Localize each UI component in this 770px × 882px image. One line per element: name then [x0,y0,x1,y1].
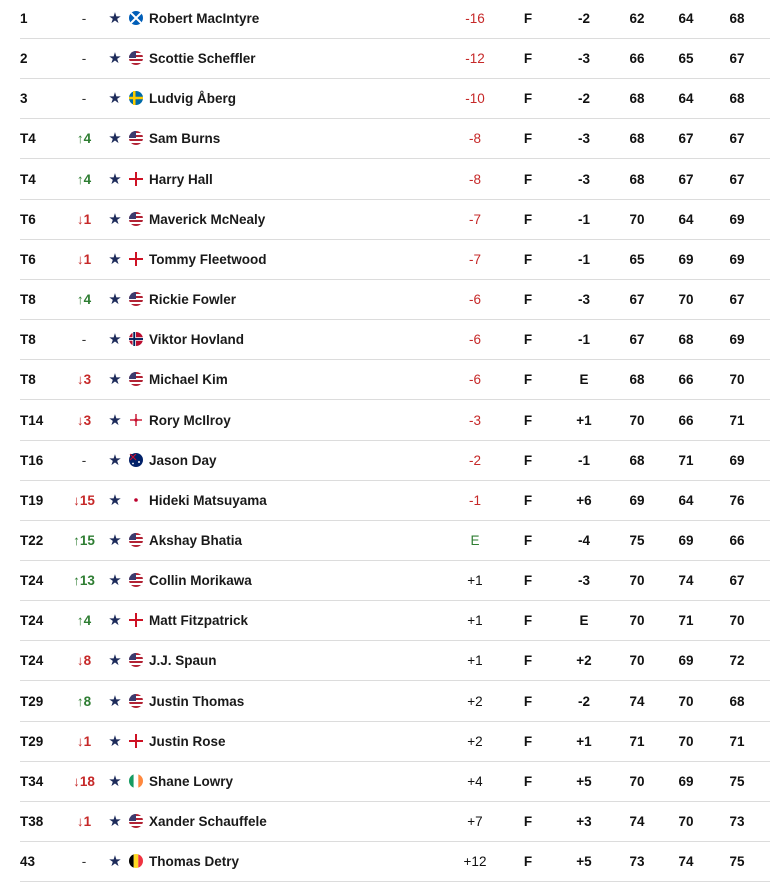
round-2-score: 71 [678,452,694,468]
round-2-score: 69 [678,773,694,789]
round-3-score: 72 [729,653,745,669]
today-score: -2 [577,91,590,107]
round-2-score: 69 [678,653,694,669]
total-score: -1 [468,492,481,508]
round-3-score: 73 [729,814,745,829]
today-score: -3 [577,51,590,67]
position: T38 [20,814,44,829]
round-2-score: 65 [678,51,694,67]
today-score: +2 [576,653,592,669]
position-movement: ↓1 [76,814,92,829]
player-name[interactable]: Tommy Fleetwood [149,251,267,267]
position: T8 [20,372,36,388]
player-name[interactable]: Sam Burns [149,131,221,147]
flag-usa-icon [129,694,143,708]
flag-nireland-icon [129,413,143,427]
star-icon[interactable]: ★ [108,250,122,268]
position: T34 [20,773,44,789]
position-movement: ↑4 [76,131,92,147]
position-movement: ↓1 [76,251,92,267]
player-row[interactable] [20,802,770,842]
player-name[interactable]: Harry Hall [149,171,213,187]
player-row[interactable] [20,119,770,159]
today-score: -3 [577,131,590,147]
flag-ireland-icon [129,774,143,788]
total-score: -7 [468,211,481,227]
position-movement: ↓1 [76,733,92,749]
round-2-score: 64 [678,91,694,107]
round-1-score: 70 [629,211,645,227]
round-1-score: 70 [629,573,645,589]
player-row[interactable] [20,521,770,561]
position: 2 [20,51,28,67]
position: T24 [20,573,44,589]
round-1-score: 68 [629,452,645,468]
total-score: -2 [468,452,481,468]
position-movement: ↓1 [76,211,92,227]
star-icon[interactable]: ★ [108,772,122,790]
player-name[interactable]: Akshay Bhatia [149,532,243,548]
player-name[interactable]: Collin Morikawa [149,573,252,589]
round-3-score: 71 [729,733,745,749]
thru: F [523,332,533,348]
round-3-score: 69 [729,211,745,227]
position-movement: ↑4 [76,292,92,308]
flag-usa-icon [129,212,143,226]
player-row[interactable] [20,561,770,601]
star-icon[interactable]: ★ [108,90,122,108]
total-score: -6 [468,332,481,348]
player-name[interactable]: Xander Schauffele [149,814,267,829]
star-icon[interactable]: ★ [108,652,122,670]
round-1-score: 69 [629,492,645,508]
round-3-score: 67 [729,573,745,589]
round-1-score: 68 [629,372,645,388]
star-icon[interactable]: ★ [108,170,122,188]
total-score: -6 [468,292,481,308]
today-score: -1 [577,251,590,267]
total-score: +1 [467,613,483,629]
round-1-score: 73 [629,854,645,870]
round-3-score: 75 [729,773,745,789]
round-1-score: 68 [629,91,645,107]
total-score: -3 [468,412,481,428]
thru: F [523,412,533,428]
thru: F [523,91,533,107]
position-movement: ↑4 [76,171,92,187]
round-3-score: 68 [729,91,745,107]
round-3-score: 75 [729,854,745,870]
thru: F [523,452,533,468]
flag-scotland-icon [129,11,143,25]
round-2-score: 66 [678,372,694,388]
flag-usa-icon [129,372,143,386]
position-movement: ↑4 [76,613,92,629]
today-score: +5 [576,773,592,789]
thru: F [523,814,533,829]
player-name[interactable]: Rickie Fowler [149,292,237,308]
player-row[interactable] [20,601,770,641]
round-1-score: 75 [629,532,645,548]
round-2-score: 71 [678,613,694,629]
player-name[interactable]: Justin Rose [149,733,226,749]
position: 3 [20,91,28,107]
position: T6 [20,211,36,227]
round-1-score: 62 [629,11,645,26]
round-1-score: 71 [629,733,645,749]
round-1-score: 67 [629,292,645,308]
thru: F [523,733,533,749]
flag-japan-icon [129,493,143,507]
player-row[interactable] [20,320,770,360]
round-2-score: 67 [678,171,694,187]
player-row[interactable] [20,641,770,681]
today-score: -3 [577,292,590,308]
position: T4 [20,131,36,147]
total-score: +2 [467,733,483,749]
round-2-score: 66 [678,412,694,428]
player-row[interactable] [20,722,770,762]
position: T29 [20,693,44,709]
flag-sweden-icon [129,91,143,105]
round-3-score: 76 [729,492,745,508]
player-row[interactable] [20,0,770,39]
round-2-score: 74 [678,573,694,589]
today-score: -2 [577,693,590,709]
star-icon[interactable]: ★ [108,732,122,750]
total-score: -10 [465,91,485,107]
total-score: -8 [468,171,481,187]
round-3-score: 68 [729,693,745,709]
player-row[interactable] [20,481,770,521]
today-score: +5 [576,854,592,870]
today-score: -2 [577,11,590,26]
total-score: -12 [465,51,485,67]
thru: F [523,211,533,227]
total-score: -6 [468,372,481,388]
position-movement: ↓3 [76,372,92,388]
player-row[interactable] [20,842,770,882]
today-score: -4 [577,532,590,548]
flag-usa-icon [129,533,143,547]
player-name[interactable]: Jason Day [149,452,217,468]
round-1-score: 65 [629,251,645,267]
position: T8 [20,332,36,348]
position: T19 [20,492,44,508]
flag-usa-icon [129,573,143,587]
total-score: +7 [467,814,483,829]
position: 43 [20,854,36,870]
player-name[interactable]: Ludvig Åberg [149,91,236,107]
position-movement: - [81,854,87,870]
position-movement: - [81,91,87,107]
flag-usa-icon [129,131,143,145]
round-1-score: 74 [629,814,645,829]
round-2-score: 70 [678,814,694,829]
player-name[interactable]: Matt Fitzpatrick [149,613,249,629]
round-2-score: 64 [678,211,694,227]
position: T24 [20,653,44,669]
round-3-score: 67 [729,131,745,147]
star-icon[interactable]: ★ [108,411,122,429]
thru: F [523,613,533,629]
round-2-score: 67 [678,131,694,147]
round-3-score: 69 [729,452,745,468]
thru: F [523,573,533,589]
player-row[interactable] [20,441,770,481]
flag-usa-icon [129,814,143,828]
round-3-score: 67 [729,51,745,67]
today-score: -1 [577,332,590,348]
position-movement: ↓18 [73,773,95,789]
thru: F [523,693,533,709]
star-icon[interactable]: ★ [108,572,122,590]
position: T6 [20,251,36,267]
today-score: -3 [577,573,590,589]
round-1-score: 67 [629,332,645,348]
round-2-score: 68 [678,332,694,348]
position: T8 [20,292,36,308]
star-icon[interactable]: ★ [108,10,122,27]
position: T29 [20,733,44,749]
today-score: +1 [576,733,592,749]
round-2-score: 70 [678,733,694,749]
total-score: +1 [467,653,483,669]
round-3-score: 67 [729,171,745,187]
player-name[interactable]: Hideki Matsuyama [149,492,267,508]
player-row[interactable] [20,360,770,400]
thru: F [523,292,533,308]
round-2-score: 74 [678,854,694,870]
total-score: +2 [467,693,483,709]
position-movement: ↓3 [76,412,92,428]
player-name[interactable]: Shane Lowry [149,773,234,789]
position: 1 [20,11,28,26]
position-movement: - [81,332,87,348]
thru: F [523,131,533,147]
position: T4 [20,171,36,187]
total-score: -7 [468,251,481,267]
round-1-score: 70 [629,613,645,629]
player-name[interactable]: Maverick McNealy [149,211,266,227]
round-1-score: 68 [629,131,645,147]
position-movement: ↑15 [73,532,95,548]
position-movement: ↑8 [76,693,92,709]
flag-belgium-icon [129,854,143,868]
total-score: E [470,532,480,548]
position-movement: - [81,11,87,26]
round-2-score: 69 [678,251,694,267]
position-movement: ↓15 [73,492,95,508]
today-score: E [579,372,589,388]
player-row[interactable] [20,401,770,441]
player-name[interactable]: Scottie Scheffler [149,51,256,67]
position: T16 [20,452,44,468]
thru: F [523,854,533,870]
star-icon[interactable]: ★ [108,331,122,349]
today-score: -1 [577,211,590,227]
player-row[interactable] [20,762,770,802]
today-score: E [579,613,589,629]
round-3-score: 70 [729,613,745,629]
position: T24 [20,613,44,629]
star-icon[interactable]: ★ [108,210,122,228]
position: T22 [20,532,44,548]
position-movement: ↓8 [76,653,92,669]
star-icon[interactable]: ★ [108,50,122,68]
today-score: +3 [576,814,592,829]
thru: F [523,11,533,26]
player-name[interactable]: Viktor Hovland [149,332,245,348]
thru: F [523,51,533,67]
round-2-score: 69 [678,532,694,548]
position-movement: - [81,51,87,67]
position: T14 [20,412,44,428]
player-name[interactable]: Rory McIlroy [149,412,231,428]
player-name[interactable]: Justin Thomas [149,693,245,709]
flag-england-icon [129,252,143,266]
flag-usa-icon [129,292,143,306]
round-3-score: 69 [729,251,745,267]
round-3-score: 69 [729,332,745,348]
star-icon[interactable]: ★ [108,291,122,309]
player-row[interactable] [20,280,770,320]
star-icon[interactable]: ★ [108,491,122,509]
flag-england-icon [129,172,143,186]
round-3-score: 66 [729,532,745,548]
total-score: -8 [468,131,481,147]
player-name[interactable]: Thomas Detry [149,854,240,870]
thru: F [523,532,533,548]
round-3-score: 70 [729,372,745,388]
player-name[interactable]: J.J. Spaun [149,653,217,669]
flag-england-icon [129,734,143,748]
total-score: +1 [467,573,483,589]
round-1-score: 70 [629,773,645,789]
player-row[interactable] [20,79,770,119]
star-icon[interactable]: ★ [108,451,122,469]
total-score: -16 [465,11,485,26]
player-row[interactable] [20,39,770,79]
today-score: -1 [577,452,590,468]
today-score: -3 [577,171,590,187]
position-movement: - [81,452,87,468]
star-icon[interactable]: ★ [108,853,122,871]
thru: F [523,773,533,789]
player-row[interactable] [20,200,770,240]
star-icon[interactable]: ★ [108,531,122,549]
total-score: +12 [463,854,487,870]
flag-usa-icon [129,653,143,667]
flag-australia-icon [129,453,143,467]
round-1-score: 70 [629,653,645,669]
player-row[interactable] [20,160,770,200]
thru: F [523,251,533,267]
round-1-score: 68 [629,171,645,187]
flag-england-icon [129,613,143,627]
round-2-score: 64 [678,11,694,26]
round-3-score: 67 [729,292,745,308]
thru: F [523,171,533,187]
star-icon[interactable]: ★ [108,130,122,148]
today-score: +1 [576,412,592,428]
round-1-score: 70 [629,412,645,428]
round-3-score: 68 [729,11,745,26]
position-movement: ↑13 [73,573,95,589]
player-row[interactable] [20,682,770,722]
star-icon[interactable]: ★ [108,813,122,830]
round-2-score: 64 [678,492,694,508]
player-name[interactable]: Robert MacIntyre [149,11,260,26]
star-icon[interactable]: ★ [108,692,122,710]
flag-usa-icon [129,51,143,65]
round-2-score: 70 [678,292,694,308]
flag-norway-icon [129,332,143,346]
thru: F [523,372,533,388]
round-1-score: 66 [629,51,645,67]
total-score: +4 [467,773,483,789]
round-1-score: 74 [629,693,645,709]
today-score: +6 [576,492,592,508]
round-2-score: 70 [678,693,694,709]
thru: F [523,653,533,669]
star-icon[interactable]: ★ [108,612,122,630]
round-3-score: 71 [729,412,745,428]
player-row[interactable] [20,240,770,280]
star-icon[interactable]: ★ [108,371,122,389]
thru: F [523,492,533,508]
player-name[interactable]: Michael Kim [149,372,228,388]
